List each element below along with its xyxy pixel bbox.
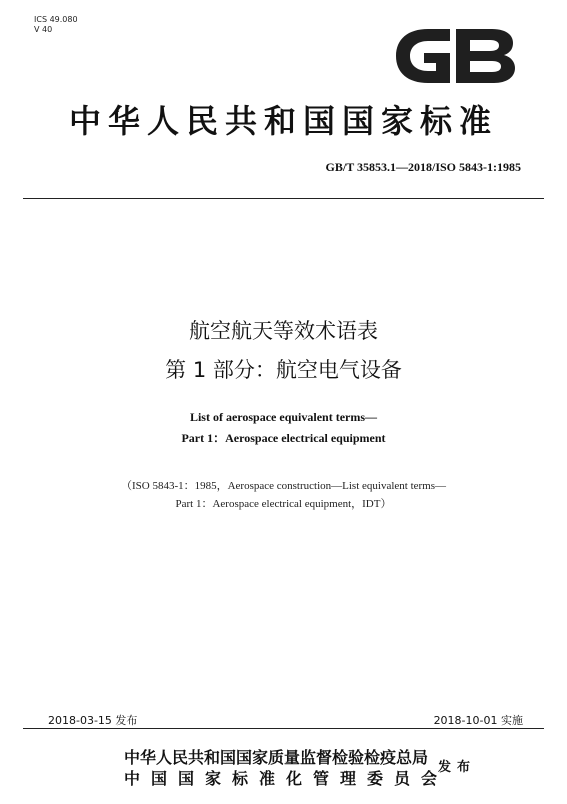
classification-codes	[34, 15, 78, 35]
header-divider	[23, 198, 544, 199]
english-title-line-1: List of aerospace equivalent terms—	[189, 410, 378, 424]
standard-title: 中华人民共和国国家标准	[68, 102, 498, 140]
publish-label: 发布	[438, 760, 477, 775]
ics-code: ICS 49.080	[34, 15, 78, 24]
gb-logo-icon	[390, 25, 520, 87]
footer-divider	[23, 728, 544, 729]
standard-code: GB/T 35853.1—2018/ISO 5843-1:1985	[325, 160, 521, 174]
ccs-code: V 40	[34, 25, 53, 34]
issuer-line-2: 中国国家标准化管理委员会	[124, 769, 449, 788]
issuer-line-1: 中华人民共和国国家质量监督检验检疫总局	[124, 748, 429, 767]
issue-date: 2018-03-15 发布	[48, 714, 138, 727]
chinese-title-line-2: 第 1 部分：航空电气设备	[165, 358, 402, 382]
equivalence-note-line-1: （ISO 5843-1：1985，Aerospace construction—List equivalent terms—	[120, 480, 447, 492]
chinese-title-line-1: 航空航天等效术语表	[189, 319, 378, 343]
implementation-date: 2018-10-01 实施	[433, 714, 523, 727]
equivalence-note-line-2: Part 1：Aerospace electrical equipment，IDT）	[175, 498, 392, 510]
english-title-line-2: Part 1：Aerospace electrical equipment	[181, 431, 386, 445]
